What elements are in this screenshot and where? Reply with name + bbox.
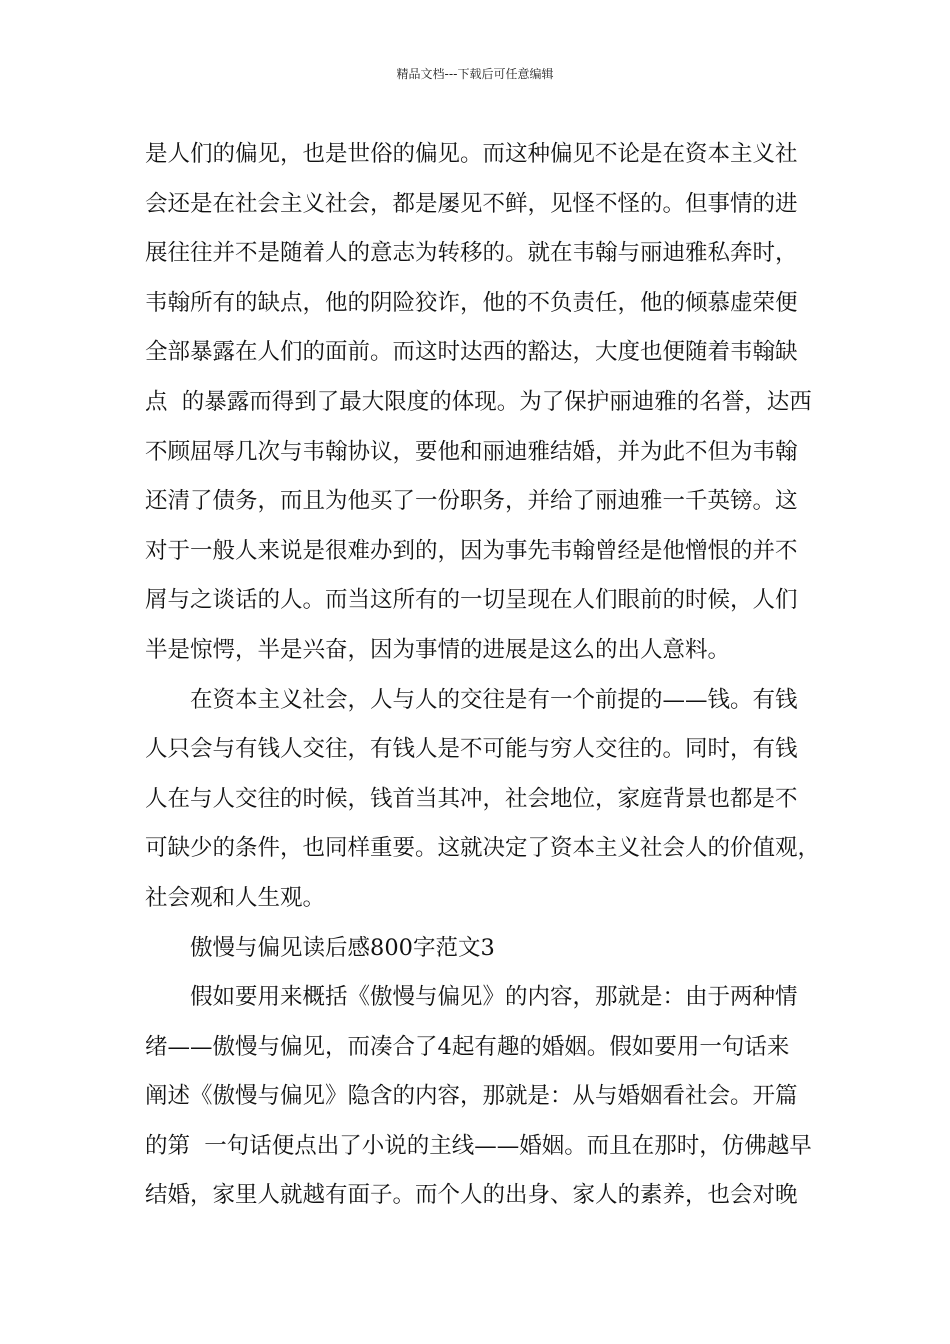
text-line: 全部暴露在人们的面前。而这时达西的豁达，大度也便随着韦翰缺 [145,339,798,366]
text-line: 是人们的偏见，也是世俗的偏见。而这种偏见不论是在资本主义社 [145,141,798,167]
text-line: 人只会与有钱人交往，有钱人是不可能与穷人交往的。同时，有钱 [145,736,798,763]
text-line: 会还是在社会主义社会，都是屡见不鲜，见怪不怪的。但事情的进 [145,190,798,217]
section-heading: 傲慢与偏见读后感800字范文3 [190,934,495,961]
text-line: 阐述《傲慢与偏见》隐含的内容，那就是：从与婚姻看社会。开篇 [145,1083,798,1110]
text-line: 人在与人交往的时候，钱首当其冲，社会地位，家庭背景也都是不 [145,785,798,812]
document-body [145,130,825,1221]
paragraph-start-line: 假如要用来概括《傲慢与偏见》的内容，那就是：由于两种情 [190,984,798,1011]
text-line: 结婚，家里人就越有面子。而个人的出身、家人的素养，也会对晚 [145,1182,798,1209]
text-line: 屑与之谈话的人。而当这所有的一切呈现在人们眼前的时候，人们 [145,587,798,614]
paragraph-start-line: 在资本主义社会，人与人的交往是有一个前提的——钱。有钱 [190,686,798,713]
text-line: 点 的暴露而得到了最大限度的体现。为了保护丽迪雅的名誉，达西 [145,388,812,415]
text-line: 可缺少的条件，也同样重要。这就决定了资本主义社会人的价值观， [145,835,821,862]
text-line: 绪——傲慢与偏见，而凑合了4起有趣的婚姻。假如要用一句话来 [145,1033,790,1060]
page-header: 精品文档---下载后可任意编辑 [396,67,554,81]
text-line: 半是惊愕，半是兴奋，因为事情的进展是这么的出人意料。 [145,636,731,663]
text-line: 不顾屈辱几次与韦翰协议，要他和丽迪雅结婚，并为此不但为韦翰 [145,438,798,465]
text-line: 对于一般人来说是很难办到的，因为事先韦翰曾经是他憎恨的并不 [145,537,798,564]
text-line: 韦翰所有的缺点，他的阴险狡诈，他的不负责任，他的倾慕虚荣便 [145,289,798,316]
text-line: 的第 一句话便点出了小说的主线——婚姻。而且在那时，仿佛越早 [145,1132,812,1159]
text-line: 展往往并不是随着人的意志为转移的。就在韦翰与丽迪雅私奔时， [145,240,798,267]
text-line: 社会观和人生观。 [145,884,326,911]
text-line: 还清了债务，而且为他买了一份职务，并给了丽迪雅一千英镑。这 [145,488,798,515]
